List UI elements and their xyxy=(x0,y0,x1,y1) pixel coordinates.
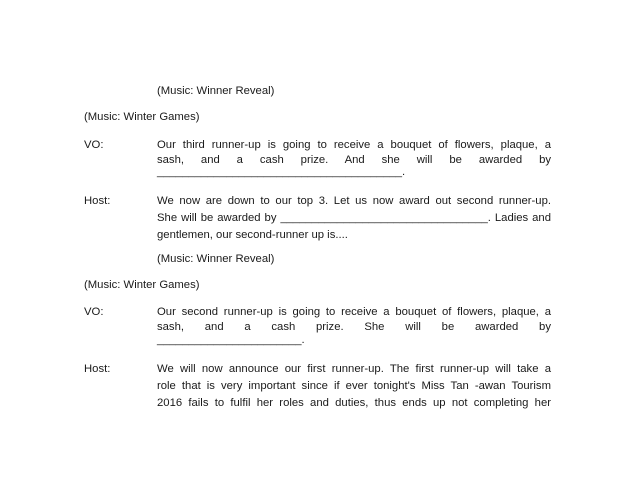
award-blank-line: _______________________________________. xyxy=(157,166,406,178)
dialogue-line: Our third runner-up is going to receive a bouquet of flowers, plaque, a xyxy=(157,139,551,151)
speaker-label: VO: xyxy=(84,306,104,318)
speaker-label: Host: xyxy=(84,195,111,207)
dialogue-line: 2016 fails to fulfil her roles and duties, thus ends up not completing her xyxy=(157,397,551,409)
dialogue-line: We will now announce our first runner-up. The first runner-up will take a xyxy=(157,363,551,375)
music-cue-winter-games: (Music: Winter Games) xyxy=(84,111,200,123)
dialogue-line: We now are down to our top 3. Let us now award out second runner-up. xyxy=(157,195,551,207)
dialogue-line: sash, and a cash prize. She will be awarded by xyxy=(157,321,551,333)
award-blank-line: _______________________. xyxy=(157,334,305,346)
dialogue-line: She will be awarded by _________________________________. Ladies and xyxy=(157,212,551,224)
dialogue-line: gentlemen, our second-runner up is.... xyxy=(157,229,348,241)
dialogue-line: Our second runner-up is going to receive a bouquet of flowers, plaque, a xyxy=(157,306,551,318)
dialogue-line: role that is very important since if ever tonight's Miss Tan -awan Tourism xyxy=(157,380,551,392)
speaker-label: Host: xyxy=(84,363,111,375)
speaker-label: VO: xyxy=(84,139,104,151)
dialogue-line: sash, and a cash prize. And she will be awarded by xyxy=(157,154,551,166)
music-cue-winner-reveal: (Music: Winner Reveal) xyxy=(157,85,275,97)
music-cue-winner-reveal: (Music: Winner Reveal) xyxy=(157,253,275,265)
music-cue-winter-games: (Music: Winter Games) xyxy=(84,279,200,291)
